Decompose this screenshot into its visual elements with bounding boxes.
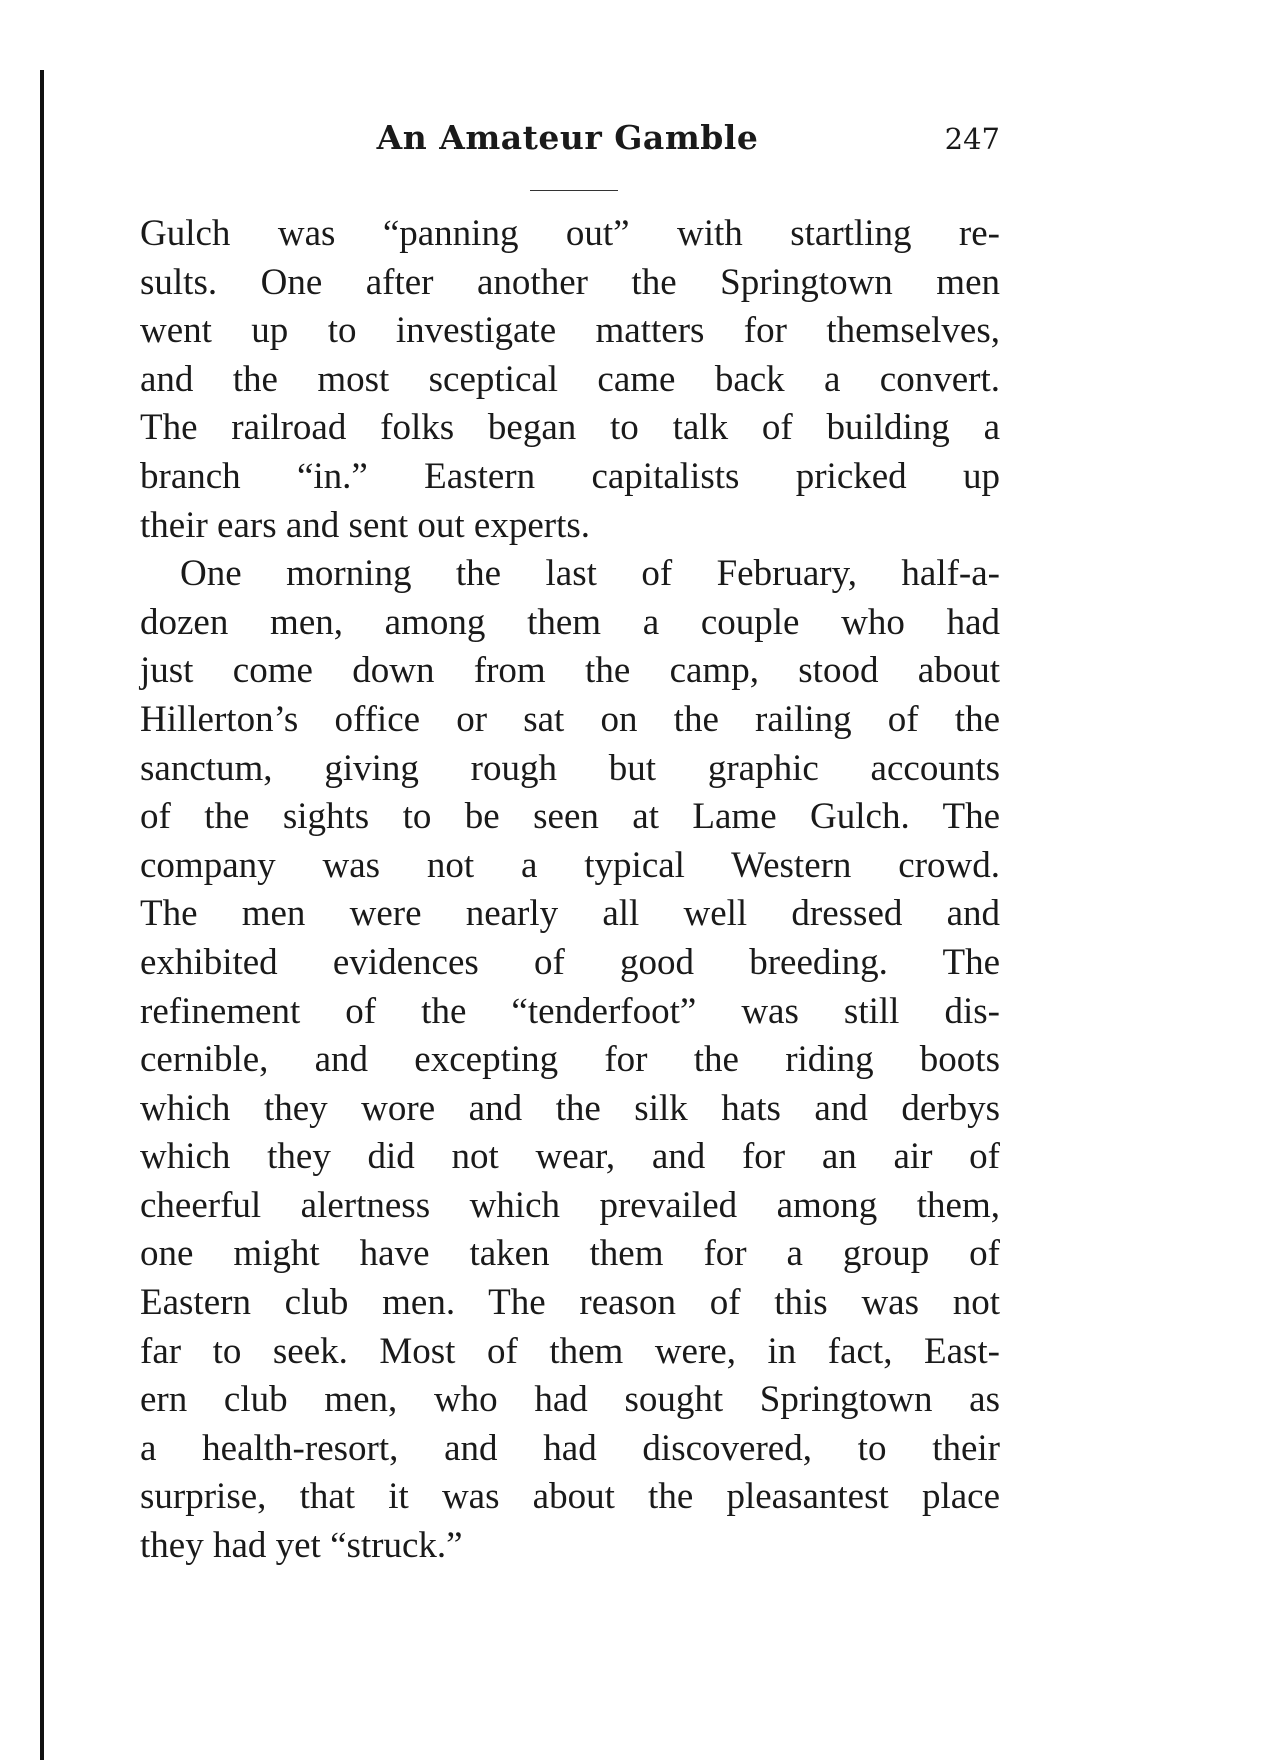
text-line: ern club men, who had sought Springtown as [140, 1379, 1000, 1421]
text-line: dozen men, among them a couple who had [140, 601, 1000, 643]
text-line: refinement of the “tenderfoot” was still dis- [140, 990, 1000, 1032]
text-line: The railroad folks began to talk of building a [140, 407, 1000, 449]
text-line: one might have taken them for a group of [140, 1233, 1000, 1275]
text-line: far to seek. Most of them were, in fact, East- [140, 1330, 1000, 1372]
text-line: cernible, and excepting for the riding boots [140, 1039, 1000, 1081]
body-text [140, 210, 1000, 1571]
text-line: went up to investigate matters for themselves, [140, 310, 1000, 352]
page-number: 247 [944, 122, 1000, 156]
text-line: branch “in.” Eastern capitalists pricked up [140, 455, 1000, 497]
text-line: of the sights to be seen at Lame Gulch. The [140, 796, 1000, 838]
binding-edge-shadow [40, 70, 44, 1760]
text-line: company was not a typical Western crowd. [140, 844, 1000, 886]
text-line: which they wore and the silk hats and derbys [140, 1087, 1000, 1129]
text-line: they had yet “struck.” [140, 1525, 463, 1567]
text-line: which they did not wear, and for an air of [140, 1136, 1000, 1178]
text-line: surprise, that it was about the pleasantest place [140, 1476, 1000, 1518]
text-line: One morning the last of February, half-a- [180, 553, 1000, 595]
text-line: and the most sceptical came back a convert. [140, 358, 1000, 400]
text-line: exhibited evidences of good breeding. The [140, 941, 1000, 983]
text-line: sults. One after another the Springtown men [140, 261, 1000, 303]
text-line: their ears and sent out experts. [140, 504, 591, 546]
text-line: sanctum, giving rough but graphic accounts [140, 747, 1000, 789]
paragraph-1 [140, 210, 1000, 550]
paragraph-2 [140, 550, 1000, 1570]
text-line: Gulch was “panning out” with startling re- [140, 213, 1000, 254]
header-rule [530, 190, 618, 191]
page-title: An Amateur Gamble [376, 118, 759, 157]
text-line: just come down from the camp, stood about [140, 650, 1000, 692]
text-line: The men were nearly all well dressed and [140, 893, 1000, 935]
text-line: cheerful alertness which prevailed among them, [140, 1184, 1000, 1226]
text-line: Hillerton’s office or sat on the railing of the [140, 698, 1000, 740]
text-line: Eastern club men. The reason of this was not [140, 1282, 1000, 1324]
text-line: a health-resort, and had discovered, to their [140, 1427, 1000, 1469]
running-head [135, 118, 1000, 178]
